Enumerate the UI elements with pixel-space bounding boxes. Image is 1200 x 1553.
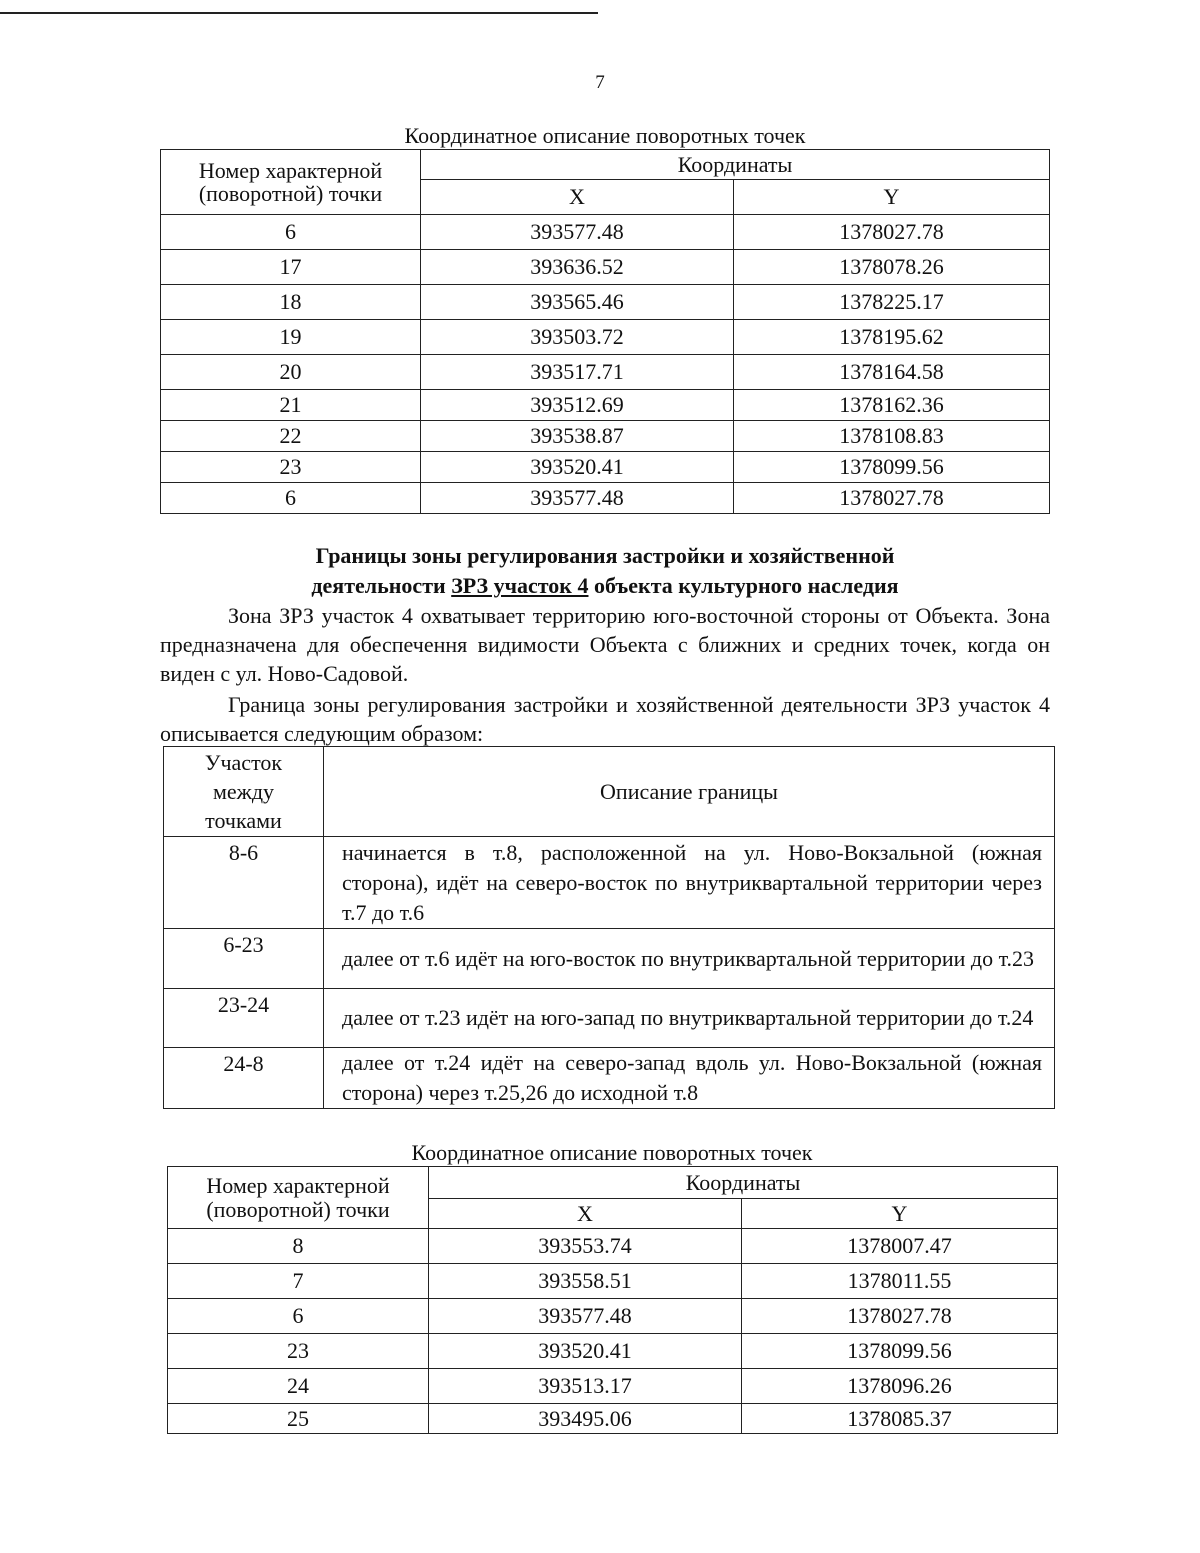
point-header-line2: (поворотной) точки bbox=[198, 181, 383, 206]
table-row bbox=[164, 1048, 1055, 1109]
x-cell: 393513.17 bbox=[429, 1369, 742, 1404]
table-row bbox=[161, 215, 1050, 250]
table-row bbox=[161, 355, 1050, 390]
point-cell: 17 bbox=[161, 250, 421, 285]
point-header-line1: Номер характерной bbox=[198, 157, 383, 183]
x-header: X bbox=[421, 180, 734, 215]
point-header-line1: Номер характерной bbox=[206, 1173, 390, 1199]
x-cell: 393577.48 bbox=[421, 483, 734, 514]
point-cell: 19 bbox=[161, 320, 421, 355]
table-row bbox=[161, 421, 1050, 452]
y-cell: 1378099.56 bbox=[742, 1334, 1058, 1369]
table-row bbox=[168, 1264, 1058, 1299]
x-cell: 393538.87 bbox=[421, 421, 734, 452]
segment-cell: 6-23 bbox=[164, 929, 324, 989]
segment-cell: 24-8 bbox=[164, 1048, 324, 1109]
y-cell: 1378085.37 bbox=[742, 1404, 1058, 1434]
boundary-table bbox=[163, 746, 1055, 1109]
table-row bbox=[168, 1334, 1058, 1369]
point-cell: 18 bbox=[161, 285, 421, 320]
point-cell: 6 bbox=[161, 483, 421, 514]
heading-line-2 bbox=[160, 571, 1050, 601]
x-header: X bbox=[429, 1199, 742, 1229]
y-cell: 1378195.62 bbox=[734, 320, 1050, 355]
table-row bbox=[164, 837, 1055, 929]
table-row bbox=[164, 989, 1055, 1048]
y-cell: 1378096.26 bbox=[742, 1369, 1058, 1404]
description-header: Описание границы bbox=[324, 747, 1055, 837]
y-cell: 1378099.56 bbox=[734, 452, 1050, 483]
table-row bbox=[168, 1299, 1058, 1334]
description-cell: далее от т.23 идёт на юго-запад по внутриквартальной территории до т.24 bbox=[324, 989, 1055, 1048]
point-cell: 8 bbox=[168, 1229, 429, 1264]
point-number-header bbox=[161, 150, 421, 215]
point-cell: 22 bbox=[161, 421, 421, 452]
point-cell: 6 bbox=[168, 1299, 429, 1334]
y-cell: 1378225.17 bbox=[734, 285, 1050, 320]
x-cell: 393553.74 bbox=[429, 1229, 742, 1264]
x-cell: 393517.71 bbox=[421, 355, 734, 390]
table-row bbox=[161, 285, 1050, 320]
x-cell: 393577.48 bbox=[429, 1299, 742, 1334]
page-number: 7 bbox=[595, 72, 605, 93]
point-cell: 20 bbox=[161, 355, 421, 390]
x-cell: 393520.41 bbox=[429, 1334, 742, 1369]
paragraph-boundary-intro: Граница зоны регулирования застройки и хозяйственной деятельности ЗРЗ участок 4 описывается следующим образом: bbox=[160, 692, 1050, 746]
x-cell: 393565.46 bbox=[421, 285, 734, 320]
paragraph-zone-description: Зона ЗРЗ участок 4 охватывает территорию юго-восточной стороны от Объекта. Зона предназначена для обеспечення видимости Объекта с ближних и средних точек, когда он виден с ул. Ново-Садовой. bbox=[160, 603, 1050, 686]
point-cell: 21 bbox=[161, 390, 421, 421]
segment-header bbox=[164, 747, 324, 837]
x-cell: 393503.72 bbox=[421, 320, 734, 355]
x-cell: 393512.69 bbox=[421, 390, 734, 421]
table-row bbox=[168, 1229, 1058, 1264]
table-row bbox=[161, 452, 1050, 483]
y-cell: 1378078.26 bbox=[734, 250, 1050, 285]
x-cell: 393636.52 bbox=[421, 250, 734, 285]
description-cell: далее от т.6 идёт на юго-восток по внутриквартальной территории до т.23 bbox=[324, 929, 1055, 989]
y-cell: 1378027.78 bbox=[734, 483, 1050, 514]
point-cell: 7 bbox=[168, 1264, 429, 1299]
segment-cell: 23-24 bbox=[164, 989, 324, 1048]
y-cell: 1378108.83 bbox=[734, 421, 1050, 452]
coordinates-header: Координаты bbox=[421, 150, 1050, 180]
coordinates-header: Координаты bbox=[429, 1167, 1058, 1199]
description-cell: начинается в т.8, расположенной на ул. Ново-Вокзальной (южная сторона), идёт на северо-восток по внутриквартальной территории через т.7 до т.6 bbox=[324, 837, 1055, 929]
point-cell: 25 bbox=[168, 1404, 429, 1434]
y-header: Y bbox=[742, 1199, 1058, 1229]
y-cell: 1378027.78 bbox=[734, 215, 1050, 250]
y-header: Y bbox=[734, 180, 1050, 215]
coord-table-1-caption: Координатное описание поворотных точек bbox=[404, 123, 806, 148]
y-cell: 1378027.78 bbox=[742, 1299, 1058, 1334]
table-row bbox=[161, 320, 1050, 355]
y-cell: 1378007.47 bbox=[742, 1229, 1058, 1264]
description-cell: далее от т.24 идёт на северо-запад вдоль ул. Ново-Вокзальной (южная сторона) через т.25,26 до исходной т.8 bbox=[324, 1048, 1055, 1109]
point-cell: 24 bbox=[168, 1369, 429, 1404]
heading-line-2-post: объекта культурного наследия bbox=[588, 573, 899, 598]
y-cell: 1378011.55 bbox=[742, 1264, 1058, 1299]
top-rule bbox=[0, 12, 598, 14]
segment-header-line3: точками bbox=[205, 808, 282, 833]
coord-table-1 bbox=[160, 149, 1050, 514]
segment-header-line1: Участок bbox=[204, 750, 283, 775]
heading-zone-name: ЗРЗ участок 4 bbox=[451, 573, 589, 598]
point-cell: 6 bbox=[161, 215, 421, 250]
table-row bbox=[168, 1404, 1058, 1434]
x-cell: 393495.06 bbox=[429, 1404, 742, 1434]
y-cell: 1378162.36 bbox=[734, 390, 1050, 421]
point-cell: 23 bbox=[168, 1334, 429, 1369]
table-row bbox=[161, 250, 1050, 285]
coord-table-2 bbox=[167, 1166, 1058, 1434]
table-row bbox=[164, 929, 1055, 989]
point-number-header bbox=[168, 1167, 429, 1229]
point-header-line2: (поворотной) точки bbox=[206, 1196, 390, 1222]
point-cell: 23 bbox=[161, 452, 421, 483]
x-cell: 393520.41 bbox=[421, 452, 734, 483]
table-row bbox=[161, 483, 1050, 514]
x-cell: 393558.51 bbox=[429, 1264, 742, 1299]
table-row bbox=[168, 1369, 1058, 1404]
coord-table-2-caption: Координатное описание поворотных точек bbox=[411, 1140, 813, 1165]
x-cell: 393577.48 bbox=[421, 215, 734, 250]
heading-line-1: Границы зоны регулирования застройки и хозяйственной bbox=[315, 543, 895, 568]
heading-line-2-pre: деятельности bbox=[311, 573, 452, 598]
segment-cell: 8-6 bbox=[164, 837, 324, 929]
table-row bbox=[161, 390, 1050, 421]
segment-header-line2: между bbox=[212, 779, 275, 804]
section-heading bbox=[160, 541, 1050, 601]
y-cell: 1378164.58 bbox=[734, 355, 1050, 390]
